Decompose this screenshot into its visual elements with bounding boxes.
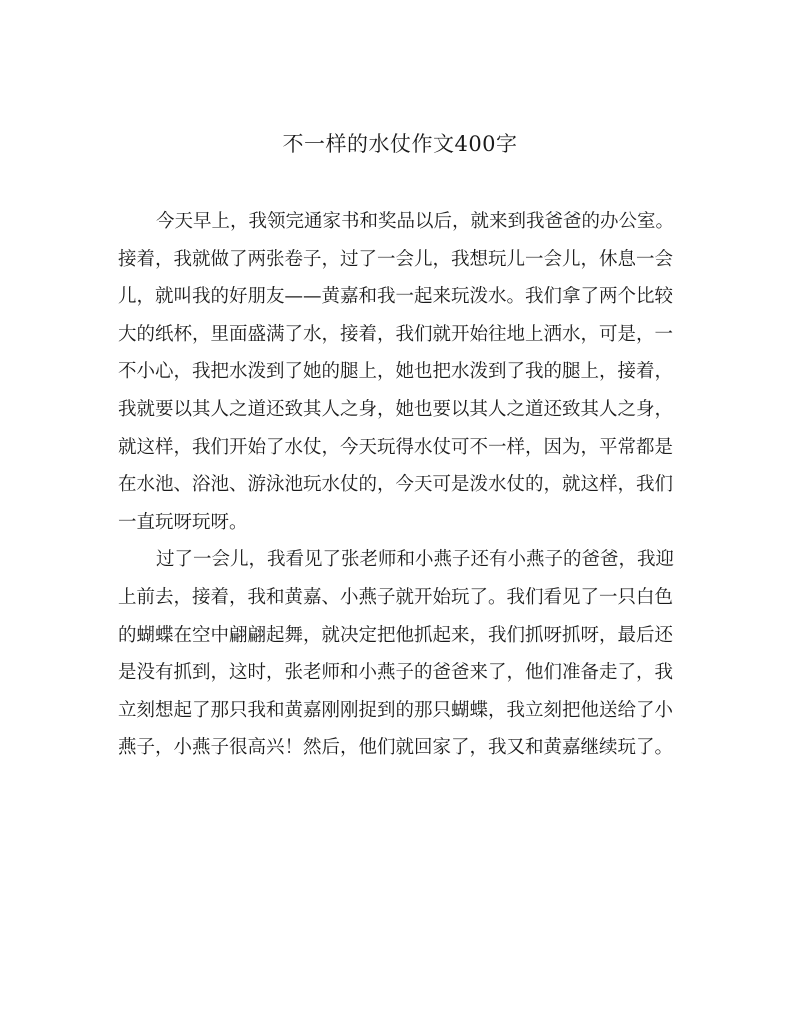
text-line: 一直玩呀玩呀。 bbox=[118, 511, 248, 533]
text-line: 不小心，我把水泼到了她的腿上，她也把水泼到了我的腿上，接着， bbox=[118, 361, 674, 383]
text-line: 我就要以其人之道还致其人之身，她也要以其人之道还致其人之身， bbox=[118, 398, 674, 420]
text-line: 今天早上，我领完通家书和奖品以后，就来到我爸爸的办公室。 bbox=[156, 211, 675, 232]
text-line: 上前去，接着，我和黄嘉、小燕子就开始玩了。我们看见了一只白色 bbox=[118, 586, 674, 608]
paragraph-2 bbox=[118, 541, 686, 767]
text-line: 就这样，我们开始了水仗，今天玩得水仗可不一样，因为，平常都是 bbox=[118, 436, 674, 458]
text-line: 大的纸杯，里面盛满了水，接着，我们就开始往地上洒水，可是，一 bbox=[118, 323, 674, 345]
document-body bbox=[118, 203, 686, 767]
text-line: 接着，我就做了两张卷子，过了一会儿，我想玩儿一会儿，休息一会 bbox=[118, 248, 674, 270]
paragraph-1 bbox=[118, 203, 686, 541]
text-line: 燕子，小燕子很高兴！然后，他们就回家了，我又和黄嘉继续玩了。 bbox=[118, 737, 674, 759]
text-line: 在水池、浴池、游泳池玩水仗的，今天可是泼水仗的，就这样，我们 bbox=[118, 474, 674, 496]
document-title: 不一样的水仗作文400字 bbox=[282, 132, 518, 156]
text-line: 过了一会儿，我看见了张老师和小燕子还有小燕子的爸爸，我迎 bbox=[156, 549, 675, 571]
text-line: 立刻想起了那只我和黄嘉刚刚捉到的那只蝴蝶，我立刻把他送给了小 bbox=[118, 699, 674, 721]
text-line: 是没有抓到，这时，张老师和小燕子的爸爸来了，他们准备走了，我 bbox=[118, 662, 674, 684]
text-line: 儿，就叫我的好朋友——黄嘉和我一起来玩泼水。我们拿了两个比较 bbox=[118, 286, 674, 308]
text-line: 的蝴蝶在空中翩翩起舞，就决定把他抓起来，我们抓呀抓呀，最后还 bbox=[118, 624, 674, 646]
